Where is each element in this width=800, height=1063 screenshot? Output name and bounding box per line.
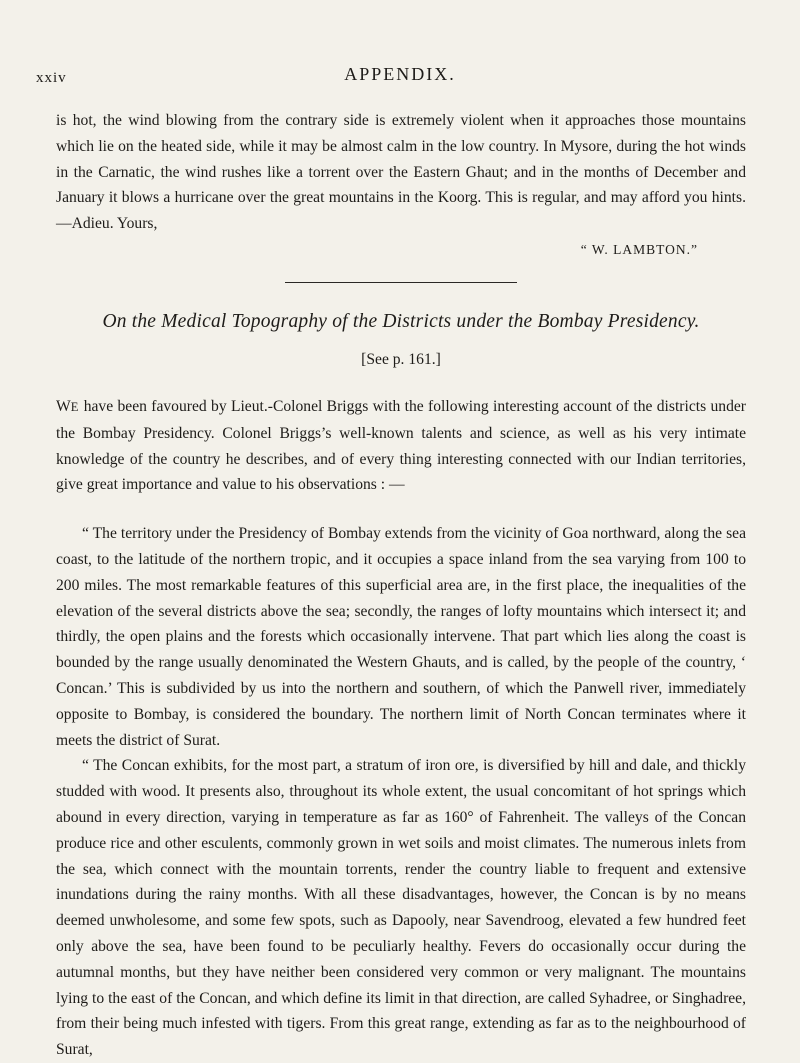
quote-paragraph-2: “ The Concan exhibits, for the most part, a stratum of iron ore, is diversified by hill and dale, and thickly studded with wood. It presents also, throughout its whole extent, the usual concomitant of hot springs which abound in every direction, varying in temperature as far as 160° of Fahrenheit. The valleys of the Concan produce rice and other esculents, commonly grown in wet soils and moist climates. The numerous inlets from the sea, which connect with the mountain torrents, render the country liable to frequent and extensive inundations during the rainy months. With all these disadvantages, however, the Concan is by no means deemed unwholesome, and some few spots, such as Dapooly, near Savendroog, elevated a few hundred feet only above the sea, have been found to be peculiarly healthy. Fevers do occasionally occur during the autumnal months, but they have neither been considered very common or very malignant. The mountains lying to the east of the Concan, and which define its limit in that direction, are called Syhadree, or Singhadree, from their being much infested with tigers. From this great range, extending as far as to the neighbourhood of Surat, — [56, 757, 746, 1059]
letter-closing-paragraph: is hot, the wind blowing from the contrary side is extremely violent when it approaches those mountains which lie on the heated side, while it may be almost calm in the low country. In Mysore, during the hot winds in the Carnatic, the wind rushes like a torrent over the Eastern Ghaut; and in the months of December and January it blows a hurricane over the great mountains in the Koorg. This is regular, and may afford you hints.—Adieu. Yours, — [56, 112, 746, 233]
quote-paragraph-1: “ The territory under the Presidency of Bombay extends from the vicinity of Goa northward, along the sea coast, to the latitude of the northern tropic, and it occupies a space inland from the sea varying from 100 to 200 miles. The most remarkable features of this superficial area are, in the first place, the inequalities of the elevation of the several districts above the sea; secondly, the ranges of lofty mountains which intersect it; and thirdly, the open plains and the forests which occasionally intervene. That part which lies along the coast is bounded by the range usually denominated the Western Ghauts, and is called, by the people of the country, ‘ Concan.’ This is subdivided by us into the northern and southern, of which the Panwell river, immediately opposite to Bombay, is considered the boundary. The northern limit of North Concan terminates where it meets the district of Surat. — [56, 525, 746, 749]
page-header — [36, 64, 764, 90]
intro-paragraph — [56, 394, 746, 498]
page-reference: [See p. 161.] — [361, 350, 441, 368]
intro-first-word — [56, 398, 79, 415]
section-divider — [285, 282, 517, 283]
intro-first-letter: W — [56, 397, 71, 415]
intro-text: have been favoured by Lieut.-Colonel Briggs with the following interesting account of the districts under the Bombay Presidency. Colonel Briggs’s well-known talents and science, as well as his very intimate knowledge of the country he describes, and of every thing interesting connected with our Indian territories, give great importance and value to his observations : — — [56, 397, 746, 494]
running-head: APPENDIX. — [344, 64, 456, 84]
page-body — [56, 108, 746, 1063]
signature: “ W. LAMBTON.” — [580, 241, 698, 257]
intro-first-caps: E — [70, 399, 80, 414]
page-number: xxiv — [36, 70, 67, 86]
article-title: On the Medical Topography of the Districts under the Bombay Presidency. — [102, 310, 700, 332]
